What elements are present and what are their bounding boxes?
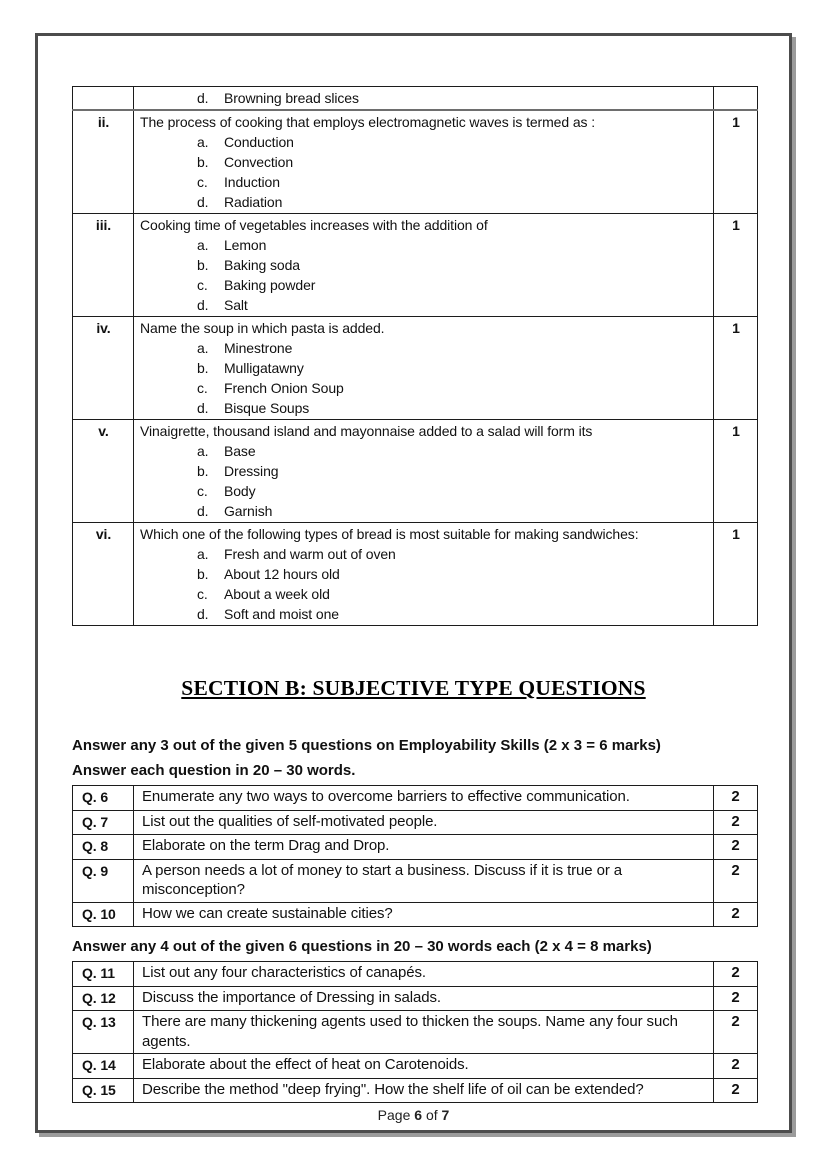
question-text: How we can create sustainable cities? bbox=[134, 902, 714, 927]
option-text: Baking powder bbox=[224, 277, 316, 293]
question-text: Cooking time of vegetables increases with the addition of bbox=[140, 217, 488, 233]
mcq-option bbox=[140, 152, 708, 172]
question-number: Q. 15 bbox=[73, 1078, 134, 1103]
footer-page-label: Page bbox=[377, 1107, 411, 1123]
option-letter: c. bbox=[197, 586, 208, 602]
question-text: A person needs a lot of money to start a business. Discuss if it is true or a misconception? bbox=[134, 859, 714, 902]
option-letter: d. bbox=[197, 194, 209, 210]
question-text: Elaborate about the effect of heat on Carotenoids. bbox=[134, 1054, 714, 1079]
option-letter: c. bbox=[197, 277, 208, 293]
question-text: Elaborate on the term Drag and Drop. bbox=[134, 835, 714, 860]
question-number: Q. 8 bbox=[73, 835, 134, 860]
question-number: Q. 9 bbox=[73, 859, 134, 902]
option-letter: b. bbox=[197, 257, 209, 273]
marks-value: 2 bbox=[714, 962, 758, 987]
question-text: Vinaigrette, thousand island and mayonnaise added to a salad will form its bbox=[140, 423, 593, 439]
table-row bbox=[73, 1078, 758, 1103]
mcq-option bbox=[140, 398, 708, 418]
marks-value: 1 bbox=[714, 214, 758, 317]
option-text: Salt bbox=[224, 297, 248, 313]
mcq-option bbox=[140, 255, 708, 275]
option-letter: a. bbox=[197, 443, 209, 459]
option-text: Convection bbox=[224, 154, 294, 170]
marks-value: 2 bbox=[714, 786, 758, 811]
mcq-option bbox=[140, 358, 708, 378]
option-letter: b. bbox=[197, 360, 209, 376]
option-text: Lemon bbox=[224, 237, 267, 253]
mcq-option bbox=[140, 564, 708, 584]
option-letter: a. bbox=[197, 134, 209, 150]
option-text: Mulligatawny bbox=[224, 360, 304, 376]
question-text: List out any four characteristics of canapés. bbox=[134, 962, 714, 987]
mcq-row bbox=[73, 110, 758, 214]
option-letter: d. bbox=[197, 400, 209, 416]
subjective-table-2 bbox=[72, 961, 758, 1103]
option-letter: c. bbox=[197, 483, 208, 499]
mcq-option bbox=[140, 461, 708, 481]
table-row bbox=[73, 835, 758, 860]
option-text: Garnish bbox=[224, 503, 273, 519]
question-number: Q. 12 bbox=[73, 986, 134, 1011]
page-footer bbox=[38, 1107, 789, 1123]
table-row bbox=[73, 986, 758, 1011]
mcq-option bbox=[140, 481, 708, 501]
instruction-answer-any-3: Answer any 3 out of the given 5 questions on Employability Skills (2 x 3 = 6 marks) bbox=[72, 737, 661, 754]
option-letter: d. bbox=[197, 297, 209, 313]
instruction-word-limit: Answer each question in 20 – 30 words. bbox=[72, 762, 356, 779]
marks-value: 2 bbox=[714, 1011, 758, 1054]
marks-value-empty bbox=[714, 87, 758, 111]
table-row bbox=[73, 1054, 758, 1079]
option-letter: a. bbox=[197, 340, 209, 356]
option-text: Base bbox=[224, 443, 256, 459]
question-text: The process of cooking that employs electromagnetic waves is termed as : bbox=[140, 114, 596, 130]
mcq-table bbox=[72, 86, 758, 626]
option-letter: b. bbox=[197, 154, 209, 170]
option-text: Radiation bbox=[224, 194, 283, 210]
option-letter: a. bbox=[197, 237, 209, 253]
question-number: Q. 6 bbox=[73, 786, 134, 811]
question-text: Name the soup in which pasta is added. bbox=[140, 320, 385, 336]
question-number: Q. 11 bbox=[73, 962, 134, 987]
page-content bbox=[38, 36, 789, 1130]
table-row bbox=[73, 902, 758, 927]
question-number: iv. bbox=[73, 317, 134, 420]
option-text: French Onion Soup bbox=[224, 380, 344, 396]
subjective-table-1 bbox=[72, 785, 758, 927]
mcq-option bbox=[140, 88, 708, 108]
mcq-row bbox=[73, 523, 758, 626]
marks-value: 2 bbox=[714, 1054, 758, 1079]
option-text: About a week old bbox=[224, 586, 330, 602]
mcq-option bbox=[140, 441, 708, 461]
table-row bbox=[73, 859, 758, 902]
mcq-option bbox=[140, 501, 708, 521]
option-text: Soft and moist one bbox=[224, 606, 339, 622]
option-text: Induction bbox=[224, 174, 280, 190]
option-text: Fresh and warm out of oven bbox=[224, 546, 396, 562]
marks-value: 2 bbox=[714, 810, 758, 835]
question-number: vi. bbox=[73, 523, 134, 626]
mcq-row bbox=[73, 214, 758, 317]
question-number: Q. 10 bbox=[73, 902, 134, 927]
option-text: Bisque Soups bbox=[224, 400, 310, 416]
mcq-option bbox=[140, 584, 708, 604]
mcq-option bbox=[140, 378, 708, 398]
question-number: Q. 14 bbox=[73, 1054, 134, 1079]
table-row bbox=[73, 810, 758, 835]
marks-value: 2 bbox=[714, 859, 758, 902]
question-number: v. bbox=[73, 420, 134, 523]
question-text: There are many thickening agents used to thicken the soups. Name any four such agents. bbox=[134, 1011, 714, 1054]
option-text: Browning bread slices bbox=[224, 90, 359, 106]
footer-of-label: of bbox=[425, 1107, 438, 1123]
mcq-option bbox=[140, 132, 708, 152]
option-letter: c. bbox=[197, 380, 208, 396]
page-border bbox=[35, 33, 792, 1133]
option-letter: a. bbox=[197, 546, 209, 562]
footer-total-pages: 7 bbox=[441, 1107, 450, 1123]
option-letter: d. bbox=[197, 90, 209, 106]
option-letter: b. bbox=[197, 566, 209, 582]
mcq-option bbox=[140, 338, 708, 358]
mcq-option bbox=[140, 235, 708, 255]
option-text: Conduction bbox=[224, 134, 294, 150]
marks-value: 2 bbox=[714, 1078, 758, 1103]
mcq-continuation-row bbox=[73, 87, 758, 111]
mcq-row bbox=[73, 317, 758, 420]
mcq-option bbox=[140, 192, 708, 212]
marks-value: 2 bbox=[714, 902, 758, 927]
marks-value: 2 bbox=[714, 986, 758, 1011]
question-number: ii. bbox=[73, 110, 134, 214]
option-text: Minestrone bbox=[224, 340, 293, 356]
question-number: Q. 13 bbox=[73, 1011, 134, 1054]
question-number-empty bbox=[73, 87, 134, 111]
option-text: Body bbox=[224, 483, 256, 499]
option-letter: d. bbox=[197, 503, 209, 519]
option-text: About 12 hours old bbox=[224, 566, 340, 582]
question-number: iii. bbox=[73, 214, 134, 317]
table-row bbox=[73, 962, 758, 987]
question-text: List out the qualities of self-motivated people. bbox=[134, 810, 714, 835]
option-letter: d. bbox=[197, 606, 209, 622]
table-row bbox=[73, 786, 758, 811]
table-row bbox=[73, 1011, 758, 1054]
option-letter: c. bbox=[197, 174, 208, 190]
mcq-option bbox=[140, 295, 708, 315]
mcq-row bbox=[73, 420, 758, 523]
option-text: Baking soda bbox=[224, 257, 300, 273]
footer-page-number: 6 bbox=[414, 1107, 423, 1123]
mcq-option bbox=[140, 275, 708, 295]
option-letter: b. bbox=[197, 463, 209, 479]
option-text: Dressing bbox=[224, 463, 279, 479]
marks-value: 1 bbox=[714, 317, 758, 420]
marks-value: 1 bbox=[714, 523, 758, 626]
question-text: Describe the method "deep frying". How the shelf life of oil can be extended? bbox=[134, 1078, 714, 1103]
question-number: Q. 7 bbox=[73, 810, 134, 835]
marks-value: 2 bbox=[714, 835, 758, 860]
marks-value: 1 bbox=[714, 110, 758, 214]
mcq-option bbox=[140, 604, 708, 624]
question-text: Which one of the following types of bread is most suitable for making sandwiches: bbox=[140, 526, 639, 542]
marks-value: 1 bbox=[714, 420, 758, 523]
question-text: Discuss the importance of Dressing in salads. bbox=[134, 986, 714, 1011]
mcq-option bbox=[140, 544, 708, 564]
mcq-option bbox=[140, 172, 708, 192]
instruction-answer-any-4: Answer any 4 out of the given 6 questions in 20 – 30 words each (2 x 4 = 8 marks) bbox=[72, 938, 652, 955]
question-text: Enumerate any two ways to overcome barriers to effective communication. bbox=[134, 786, 714, 811]
section-b-heading: SECTION B: SUBJECTIVE TYPE QUESTIONS bbox=[181, 676, 646, 700]
